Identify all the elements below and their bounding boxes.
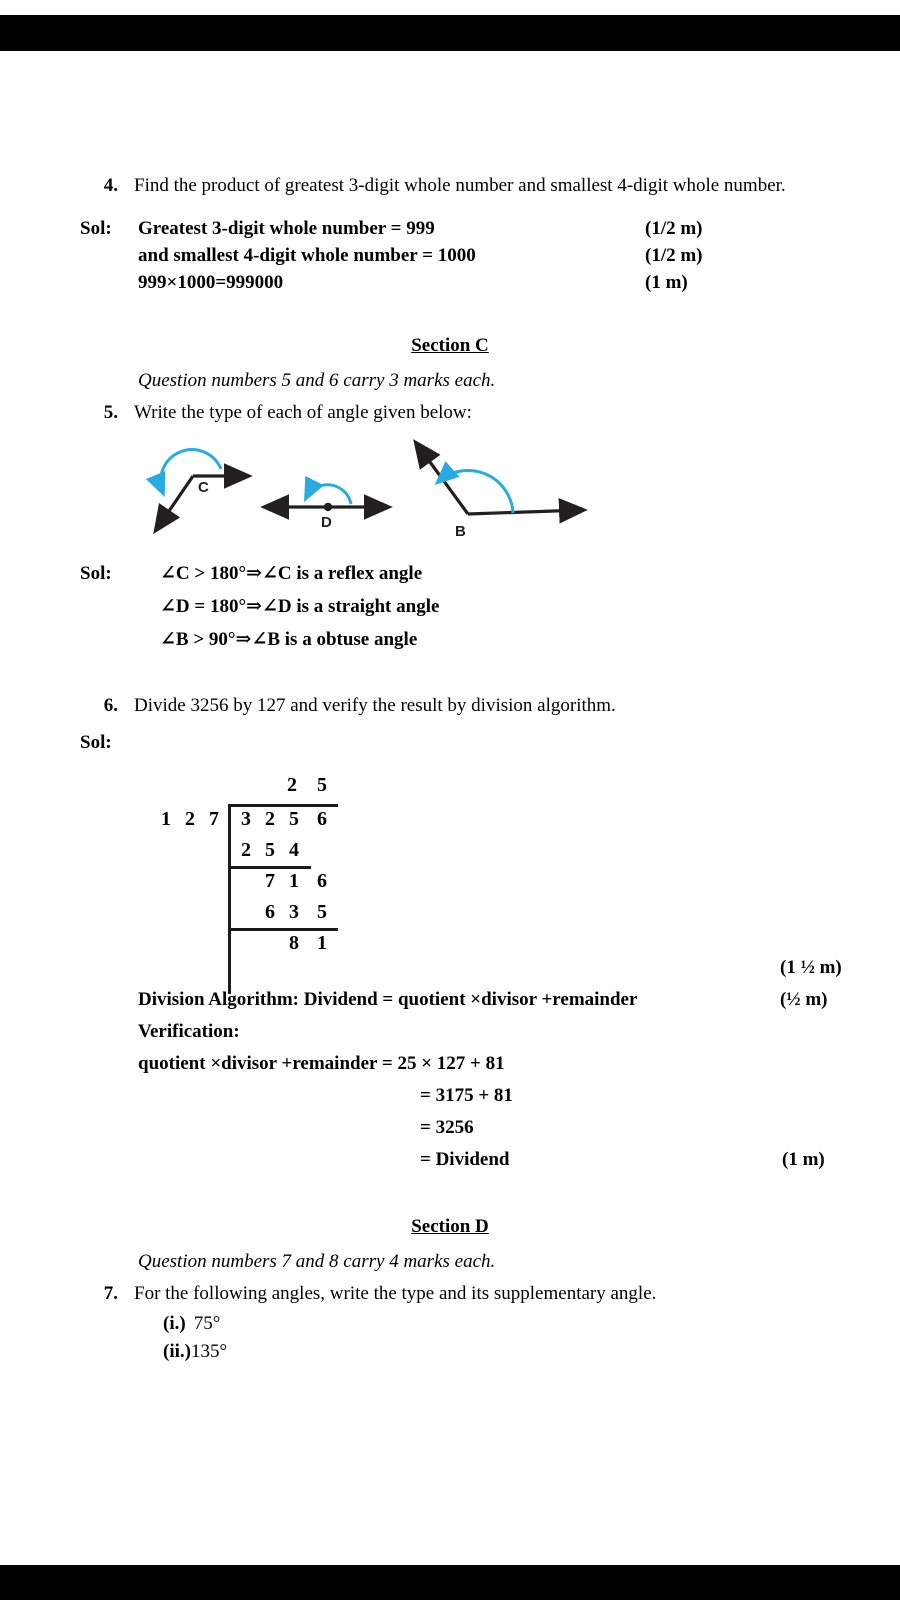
section-c-heading: Section C (411, 335, 489, 356)
division-partial-digit: 7 (265, 870, 275, 892)
division-divisor-digit: 2 (185, 808, 195, 830)
verify-line-3: = 3256 (420, 1117, 474, 1138)
angle-figures-svg (120, 426, 620, 551)
q7-item-i-value: 75° (193, 1313, 221, 1334)
division-subtrahend-digit: 2 (241, 839, 251, 861)
question-5-text: Write the type of each of angle given below: (134, 402, 472, 423)
division-dividend-digit: 2 (265, 808, 275, 830)
question-6-number: 6. (103, 695, 118, 716)
division-dividend-digit: 5 (289, 808, 299, 830)
question-6-row (80, 695, 870, 717)
division-rule-2 (228, 928, 338, 931)
division-partial-digit: 6 (317, 870, 327, 892)
division-divisor-digit: 1 (161, 808, 171, 830)
division-algorithm-marks: (½ m) (780, 989, 828, 1010)
q6-division-marks: (1 ½ m) (780, 957, 842, 978)
section-d-heading: Section D (411, 1216, 489, 1237)
division-subtrahend-digit: 4 (289, 839, 299, 861)
division-quotient-digit: 2 (287, 774, 297, 796)
angle-label-b: B (455, 523, 466, 540)
division-algorithm-line: Division Algorithm: Dividend = quotient ×divisor +remainder (138, 989, 638, 1010)
division-subtrahend-digit: 6 (265, 901, 275, 923)
division-subtrahend-digit: 5 (317, 901, 327, 923)
question-4-sol-label-row (80, 218, 435, 240)
top-black-bar (0, 15, 900, 51)
q7-item-ii-marker: (ii.) (163, 1341, 191, 1362)
sol-label-q6: Sol: (80, 732, 112, 753)
sol-label-q4: Sol: (80, 218, 112, 239)
division-rule-1 (228, 866, 311, 869)
question-7-number: 7. (103, 1283, 118, 1304)
verify-line-1: quotient ×divisor +remainder = 25 × 127 + 81 (138, 1053, 505, 1074)
obtuse-angle-figure-b (416, 443, 583, 540)
division-divisor-digit: 7 (209, 808, 219, 830)
question-5-sol-row (80, 562, 422, 585)
q5-answer-line-1: ∠C > 180°⇒∠C is a reflex angle (160, 563, 423, 584)
division-quotient-digit: 5 (317, 774, 327, 796)
q4-answer-line-2: and smallest 4-digit whole number = 1000 (138, 245, 476, 266)
question-7-row (80, 1283, 870, 1305)
page-content (0, 51, 900, 1565)
q7-item-ii (163, 1341, 227, 1363)
question-4-row (80, 175, 870, 197)
division-partial-digit: 1 (289, 870, 299, 892)
section-d-note: Question numbers 7 and 8 carry 4 marks each. (138, 1251, 496, 1272)
q5-answer-line-3: ∠B > 90°⇒∠B is a obtuse angle (160, 629, 418, 650)
sol-label-q5: Sol: (80, 563, 112, 584)
question-5-row (80, 402, 870, 424)
q7-item-i (163, 1313, 220, 1335)
bottom-black-bar (0, 1565, 900, 1600)
question-4-number: 4. (103, 175, 118, 196)
q5-answer-line-2: ∠D = 180°⇒∠D is a straight angle (160, 596, 440, 617)
verification-label: Verification: (138, 1021, 240, 1042)
q7-item-i-marker: (i.) (163, 1313, 186, 1334)
verify-line-4-marks: (1 m) (782, 1149, 825, 1170)
question-5-number: 5. (103, 402, 118, 423)
q4-answer-line-1: Greatest 3-digit whole number = 999 (138, 218, 435, 239)
question-6-text: Divide 3256 by 127 and verify the result by division algorithm. (134, 695, 616, 716)
verify-line-2: = 3175 + 81 (420, 1085, 513, 1106)
q4-marks-2: (1/2 m) (645, 245, 703, 266)
division-dividend-digit: 3 (241, 808, 251, 830)
question-4-text: Find the product of greatest 3-digit whole number and smallest 4-digit whole number. (134, 175, 786, 196)
angle-figures-group (120, 426, 620, 556)
division-dividend-digit: 6 (317, 808, 327, 830)
question-7-text: For the following angles, write the type and its supplementary angle. (134, 1283, 657, 1304)
reflex-angle-figure-c (156, 450, 248, 530)
long-division-figure (155, 756, 345, 954)
q7-item-ii-value: 135° (190, 1341, 228, 1362)
q4-answer-line-3: 999×1000=999000 (138, 272, 284, 293)
division-remainder-digit: 1 (317, 932, 327, 954)
section-c-note: Question numbers 5 and 6 carry 3 marks each. (138, 370, 496, 391)
q4-marks-3: (1 m) (645, 272, 688, 293)
division-vertical-rule (228, 804, 231, 994)
division-subtrahend-digit: 5 (265, 839, 275, 861)
division-subtrahend-digit: 3 (289, 901, 299, 923)
division-remainder-digit: 8 (289, 932, 299, 954)
angle-label-d: D (321, 514, 332, 531)
division-vinculum (228, 804, 338, 807)
verify-line-4: = Dividend (420, 1149, 510, 1170)
angle-label-c: C (198, 479, 209, 496)
q4-marks-1: (1/2 m) (645, 218, 703, 239)
straight-angle-figure-d (265, 485, 388, 531)
